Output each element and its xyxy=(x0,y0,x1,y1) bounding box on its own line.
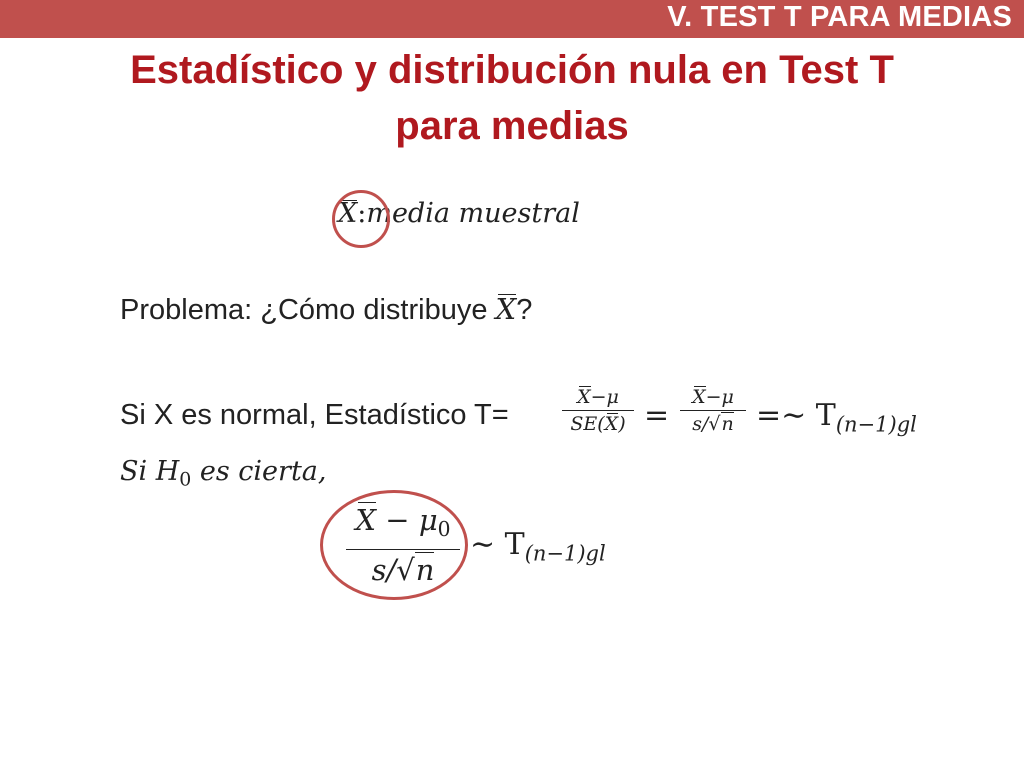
problem-x-bar: X xyxy=(495,292,517,326)
section-label: V. TEST T PARA MEDIAS xyxy=(667,1,1012,33)
definition-text: media muestral xyxy=(366,198,580,229)
null-distribution-t: ∼ $T_{(n-1)gl}$ xyxy=(470,527,606,566)
null-df-subscript: (n−1)gl xyxy=(524,541,606,566)
problem-text: Problema: ¿Cómo distribuye xyxy=(120,294,496,326)
degrees-of-freedom-subscript: (n−1)gl xyxy=(835,412,917,437)
null-fraction-denominator: s/√n xyxy=(371,553,435,588)
statistic-lead-text: Si X es normal, Estadístico T= xyxy=(120,399,509,431)
statistic-fraction-se xyxy=(562,384,634,437)
fraction-se-denominator: SE(X) xyxy=(570,413,626,435)
null-hypothesis-line: Si $H_0$ es cierta, xyxy=(120,456,327,491)
definition-separator: : xyxy=(357,198,367,229)
highlight-circle-xbar xyxy=(332,190,390,248)
section-header-bar xyxy=(0,0,1024,38)
slide-title xyxy=(60,42,964,154)
fraction-sqrt-numerator: X−μ xyxy=(692,386,734,408)
problem-line xyxy=(120,292,532,327)
hypothesis-rest: es cierta, xyxy=(191,456,327,487)
null-fraction-numerator: $X - \mu_0$ xyxy=(346,500,460,549)
fraction-se-numerator: X−μ xyxy=(577,386,619,408)
x-bar-symbol: X xyxy=(338,198,358,229)
equals-sign: = xyxy=(644,398,670,433)
problem-question-mark: ? xyxy=(516,294,533,326)
statistic-fraction-sqrt xyxy=(680,384,746,437)
title-line-1: Estadístico y distribución nula en Test T xyxy=(130,48,894,92)
highlight-circle-statistic xyxy=(320,490,468,600)
distributed-as-t: =∼ $T_{(n-1)gl}$ xyxy=(756,398,917,437)
title-line-2: para medias xyxy=(395,104,629,148)
fraction-sqrt-denominator: s/√n xyxy=(692,413,734,435)
h0-subscript: 0 xyxy=(179,468,192,491)
